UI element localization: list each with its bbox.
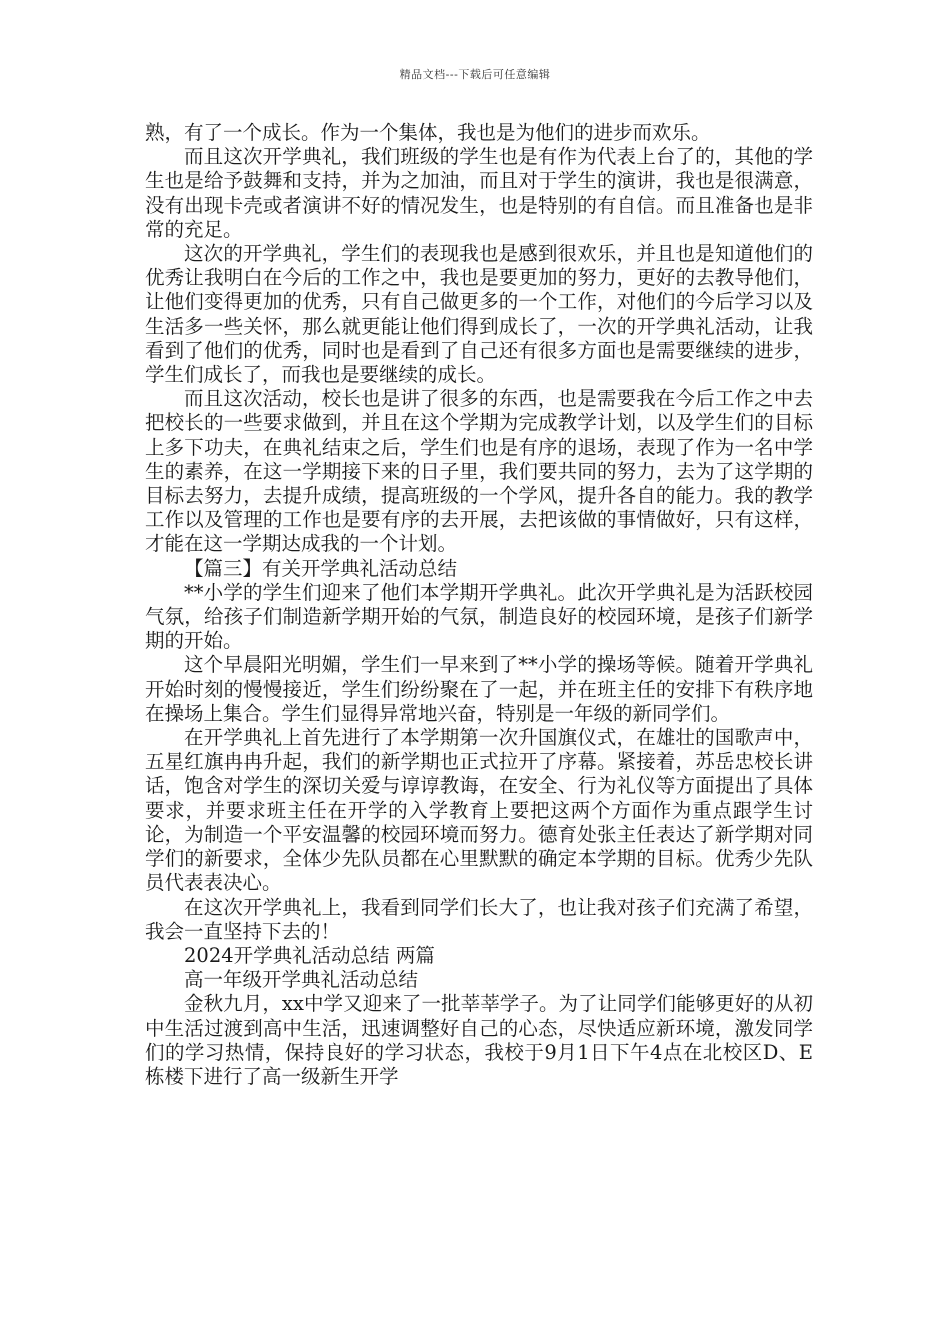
document-body bbox=[145, 121, 813, 1089]
paragraph: 在开学典礼上首先进行了本学期第一次升国旗仪式，在雄壮的国歌声中，五星红旗冉冉升起，我们的新学期也正式拉开了序幕。紧接着，苏岳忠校长讲话，饱含对学生的深切关爱与谆谆教诲，在安全、行为礼仪等方面提出了具体要求，并要求班主任在开学的入学教育上要把这两个方面作为重点跟学生讨论，为制造一个平安温馨的校园环境而努力。德育处张主任表达了新学期对同学们的新要求，全体少先队员都在心里默默的确定本学期的目标。优秀少先队员代表表决心。 bbox=[145, 726, 813, 895]
section-heading: 高一年级开学典礼活动总结 bbox=[184, 968, 419, 992]
document-title: 2024开学典礼活动总结 两篇 bbox=[184, 943, 435, 967]
section-heading: 【篇三】有关开学典礼活动总结 bbox=[184, 556, 458, 580]
paragraph: 金秋九月，xx中学又迎来了一批莘莘学子。为了让同学们能够更好的从初中生活过渡到高中生活，迅速调整好自己的心态，尽快适应新环境，激发同学们的学习热情，保持良好的学习状态，我校于9月1日下午4点在北校区D、E栋楼下进行了高一级新生开学 bbox=[145, 992, 813, 1088]
paragraph: 这次的开学典礼，学生们的表现我也是感到很欢乐，并且也是知道他们的优秀让我明白在今后的工作之中，我也是要更加的努力，更好的去教导他们，让他们变得更加的优秀，只有自己做更多的一个工作，对他们的今后学习以及生活多一些关怀，那么就更能让他们得到成长了，一次的开学典礼活动，让我看到了他们的优秀，同时也是看到了自己还有很多方面也是需要继续的进步，学生们成长了，而我也是要继续的成长。 bbox=[145, 242, 813, 387]
paragraph: 这个早晨阳光明媚，学生们一早来到了**小学的操场等候。随着开学典礼开始时刻的慢慢接近，学生们纷纷聚在了一起，并在班主任的安排下有秩序地在操场上集合。学生们显得异常地兴奋，特别是一年级的新同学们。 bbox=[145, 653, 813, 725]
paragraph: 而且这次活动，校长也是讲了很多的东西，也是需要我在今后工作之中去把校长的一些要求做到，并且在这个学期为完成教学计划，以及学生们的目标上多下功夫，在典礼结束之后，学生们也是有序的退场，表现了作为一名中学生的素养，在这一学期接下来的日子里，我们要共同的努力，去为了这学期的目标去努力，去提升成绩，提高班级的一个学风，提升各自的能力。我的教学工作以及管理的工作也是要有序的去开展，去把该做的事情做好，只有这样，才能在这一学期达成我的一个计划。 bbox=[145, 387, 813, 556]
page-header: 精品文档---下载后可任意编辑 bbox=[399, 68, 551, 81]
paragraph: 熟，有了一个成长。作为一个集体，我也是为他们的进步而欢乐。 bbox=[145, 121, 711, 144]
paragraph: 而且这次开学典礼，我们班级的学生也是有作为代表上台了的，其他的学生也是给予鼓舞和支持，并为之加油，而且对于学生的演讲，我也是很满意，没有出现卡壳或者演讲不好的情况发生，也是特别的有自信。而且准备也是非常的充足。 bbox=[145, 145, 813, 241]
paragraph: **小学的学生们迎来了他们本学期开学典礼。此次开学典礼是为活跃校园气氛，给孩子们制造新学期开始的气氛，制造良好的校园环境，是孩子们新学期的开始。 bbox=[145, 580, 813, 653]
paragraph: 在这次开学典礼上，我看到同学们长大了，也让我对孩子们充满了希望，我会一直坚持下去的！ bbox=[145, 895, 813, 943]
